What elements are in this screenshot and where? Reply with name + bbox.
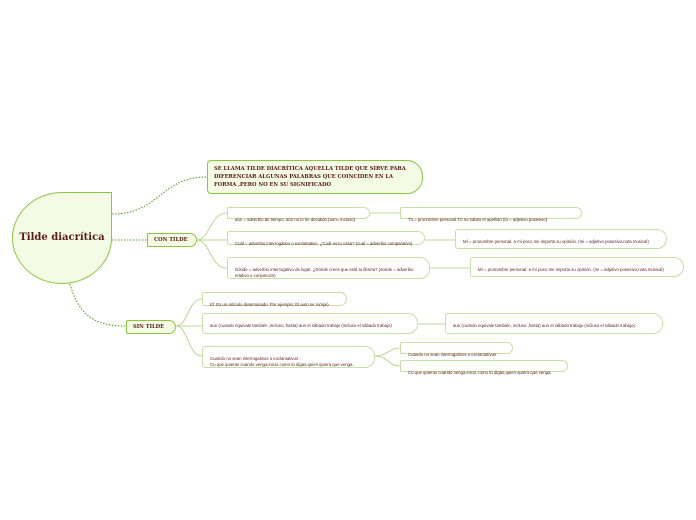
sin-tilde-item-aun[interactable]	[202, 313, 418, 334]
con-tilde-child-mi-1[interactable]	[455, 229, 667, 249]
leaf-text: El: Es un artículo determinado. Por ejemplo: El auto se rompió	[210, 302, 329, 307]
root-title: Tilde diacrítica	[19, 232, 105, 243]
con-tilde-child-tu[interactable]	[400, 207, 582, 222]
leaf-text: Cuando no sean interrogativos o exclamativos : Cu que quieras cuando venga,inicio como tú digas,quien quiera que venga.	[210, 356, 354, 367]
leaf-text: Cuál = adverbio interrogativo o exclamativo. ¿Cuál es tu casa? (cual = adverbio comparativo)	[235, 241, 413, 246]
sin-tilde-child-aun[interactable]	[445, 313, 663, 334]
leaf-text: Mí = pronombre personal. a mí poco me importa su opinión. (mi = adjetivo posesivo,nota musical)	[478, 267, 664, 272]
leaf-text: aun (cuando equivale también, incluso ,hasta) aun el sábado trabajo (incluso el sábado trabajo).	[453, 323, 636, 328]
sin-tilde-label: SIN TILDE	[133, 324, 165, 330]
con-tilde-item-donde[interactable]	[227, 257, 430, 279]
leaf-text: aun (cuando equivale también ,incluso, hasta) aun el sábado trabajo (incluso el sábado trabajo)	[210, 323, 392, 328]
definition-node[interactable]	[207, 160, 423, 194]
con-tilde-child-mi-2[interactable]	[470, 257, 684, 277]
con-tilde-item-cual[interactable]	[227, 231, 425, 245]
con-tilde-item-aun[interactable]	[227, 207, 370, 222]
con-tilde-label: CON TILDE	[154, 237, 188, 243]
root-node[interactable]	[12, 192, 112, 284]
leaf-text: Dónde = adverbio interrogativo de lugar. ¿Dónde crees que está tu libreta? (donde = adverbio relativo o conjunción)	[235, 267, 414, 278]
sin-tilde-item-cuando[interactable]	[202, 346, 375, 368]
leaf-text: aún = adverbio de tiempo. aún no lo he decidido (aun= incluso)	[235, 217, 356, 222]
con-tilde-node[interactable]	[147, 233, 197, 247]
leaf-text: Mí = pronombre personal. a mí poco me importa su opinión. (mi = adjetivo posesivo,nota musical)	[463, 239, 649, 244]
sin-tilde-child-cuando-1[interactable]	[400, 342, 513, 357]
sin-tilde-child-cuando-2[interactable]	[400, 360, 568, 375]
leaf-text: Tú = pronombre personal.Tú no sabes el apellido (tu = adjetivo posesivo)	[408, 217, 548, 222]
definition-text: SE LLAMA TILDE DIACRÍTICA AQUELLA TILDE QUE SIRVE PARA DIFERENCIAR ALGUNAS PALABRAS QUE COINCIDEN EN LA FORMA ,PERO NO EN SU SIGNIFICADO	[214, 166, 406, 188]
leaf-text: Cuando no sean interrogativos o exclamativos :	[408, 352, 499, 357]
sin-tilde-item-el[interactable]	[202, 292, 347, 306]
sin-tilde-node[interactable]	[126, 320, 176, 334]
leaf-text: Cu que quieras cuando venga,inicio como tú digas,quien quiera que venga.	[408, 370, 552, 375]
